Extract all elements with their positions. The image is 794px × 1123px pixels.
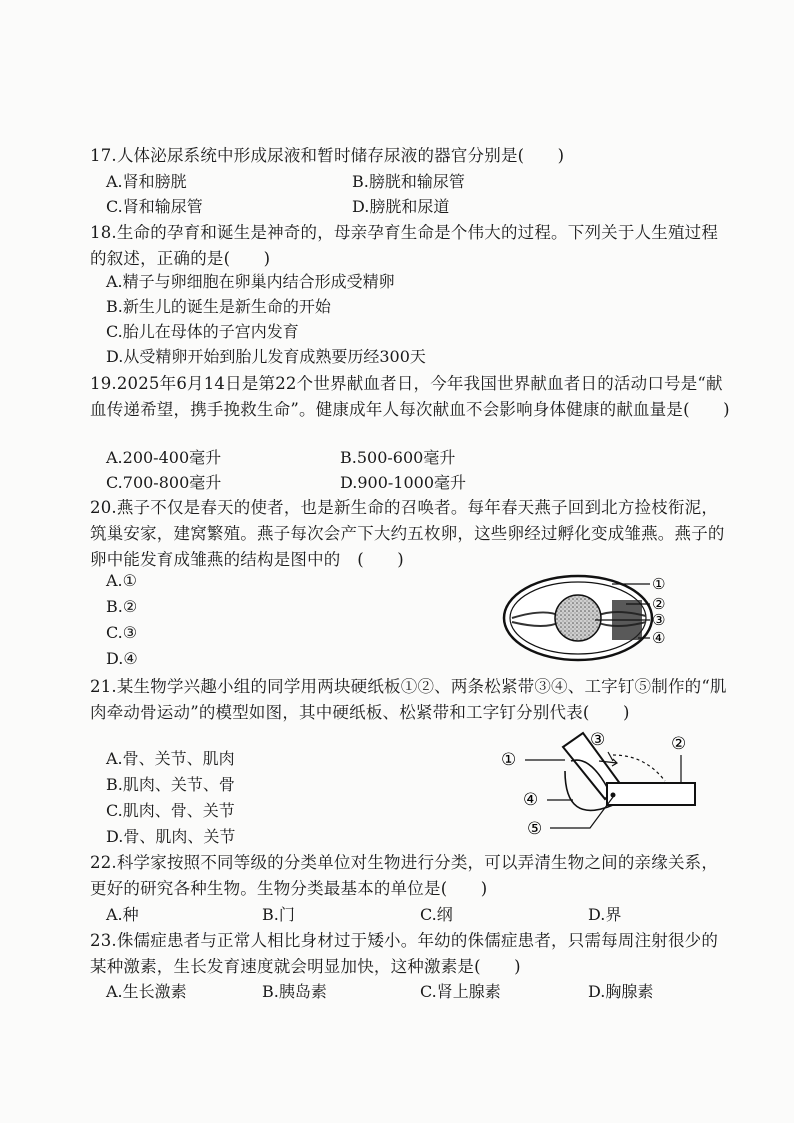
figure-label-3: ③ xyxy=(590,730,606,750)
question-23-option-c: C.肾上腺素 xyxy=(420,982,501,1001)
question-19-option-d: D.900-1000毫升 xyxy=(340,473,467,492)
question-20-option-d: D.④ xyxy=(106,649,138,668)
question-17-option-b: B.膀胱和输尿管 xyxy=(352,172,465,191)
question-18-option-b: B.新生儿的诞生是新生命的开始 xyxy=(106,297,331,316)
question-19-stem: 19.2025年6月14日是第22个世界献血者日，今年我国世界献血者日的活动口号是“献血传递希望，携手挽救生命”。健康成年人每次献血不会影响身体健康的献血量是( ) xyxy=(90,374,730,419)
question-23-option-b: B.胰岛素 xyxy=(262,982,327,1001)
question-17-stem: 17.人体泌尿系统中形成尿液和暂时储存尿液的器官分别是( ) xyxy=(90,146,565,165)
question-17-option-a: A.肾和膀胱 xyxy=(106,172,187,191)
muscle-bone-model-figure xyxy=(495,725,705,845)
question-22-option-b: B.门 xyxy=(262,905,295,924)
question-18-option-d: D.从受精卵开始到胎儿发育成熟要历经300天 xyxy=(106,347,426,366)
question-22-stem: 22.科学家按照不同等级的分类单位对生物进行分类，可以弄清生物之间的亲缘关系，更好的研究各种生物。生物分类最基本的单位是( ) xyxy=(90,853,719,898)
figure-label-2: ② xyxy=(671,734,687,754)
question-21-option-b: B.肌肉、关节、骨 xyxy=(106,775,235,794)
pointer-line-5 xyxy=(550,797,613,828)
question-20-option-a: A.① xyxy=(106,571,137,590)
cardboard-2 xyxy=(607,783,695,805)
question-21-option-a: A.骨、关节、肌肉 xyxy=(106,749,235,768)
question-19-option-b: B.500-600毫升 xyxy=(340,448,456,467)
pointer-line-3 xyxy=(608,752,613,761)
question-21-option-c: C.肌肉、骨、关节 xyxy=(106,801,235,820)
figure-label-4: ④ xyxy=(652,629,666,647)
egg-yolk xyxy=(555,595,601,641)
question-23-stem: 23.侏儒症患者与正常人相比身材过于矮小。年幼的侏儒症患者，只需每周注射很少的某种激素，生长发育速度就会明显加快，这种激素是( ) xyxy=(90,931,719,976)
figure-label-5: ⑤ xyxy=(527,819,543,839)
question-18-option-c: C.胎儿在母体的子宫内发育 xyxy=(106,322,299,341)
figure-label-3: ③ xyxy=(652,611,666,629)
question-23-option-d: D.胸腺素 xyxy=(588,982,654,1001)
figure-label-4: ④ xyxy=(523,790,539,810)
question-18-stem: 18.生命的孕育和诞生是神奇的，母亲孕育生命是个伟大的过程。下列关于人生殖过程的叙述，正确的是( ) xyxy=(90,223,719,268)
figure-label-1: ① xyxy=(501,750,517,770)
question-19-option-c: C.700-800毫升 xyxy=(106,473,222,492)
question-20-option-c: C.③ xyxy=(106,623,138,642)
question-21-stem: 21.某生物学兴趣小组的同学用两块硬纸板①②、两条松紧带③④、工字钉⑤制作的“肌肉牵动骨运动”的模型如图，其中硬纸板、松紧带和工字钉分别代表( ) xyxy=(90,677,727,722)
figure-label-2: ② xyxy=(652,595,666,613)
question-21-option-d: D.骨、肌肉、关节 xyxy=(106,827,236,846)
question-22-option-c: C.纲 xyxy=(420,905,453,924)
question-17-option-c: C.肾和输尿管 xyxy=(106,197,203,216)
pushpin-5 xyxy=(611,793,616,798)
question-19-option-a: A.200-400毫升 xyxy=(106,448,222,467)
question-18-option-a: A.精子与卵细胞在卵巢内结合形成受精卵 xyxy=(106,272,395,291)
egg-structure-figure xyxy=(500,570,690,670)
question-23-option-a: A.生长激素 xyxy=(106,982,187,1001)
figure-label-1: ① xyxy=(652,575,666,593)
question-17-option-d: D.膀胱和尿道 xyxy=(352,197,450,216)
question-20-stem: 20.燕子不仅是春天的使者，也是新生命的召唤者。每年春天燕子回到北方捡枝衔泥，筑巢安家，建窝繁殖。燕子每次会产下大约五枚卵，这些卵经过孵化变成雏燕。燕子的卵中能发育成雏燕的结构是图中的 ( ) xyxy=(90,498,725,569)
question-22-option-a: A.种 xyxy=(106,905,139,924)
question-20-option-b: B.② xyxy=(106,597,138,616)
question-22-option-d: D.界 xyxy=(588,905,622,924)
motion-arc xyxy=(613,755,665,781)
